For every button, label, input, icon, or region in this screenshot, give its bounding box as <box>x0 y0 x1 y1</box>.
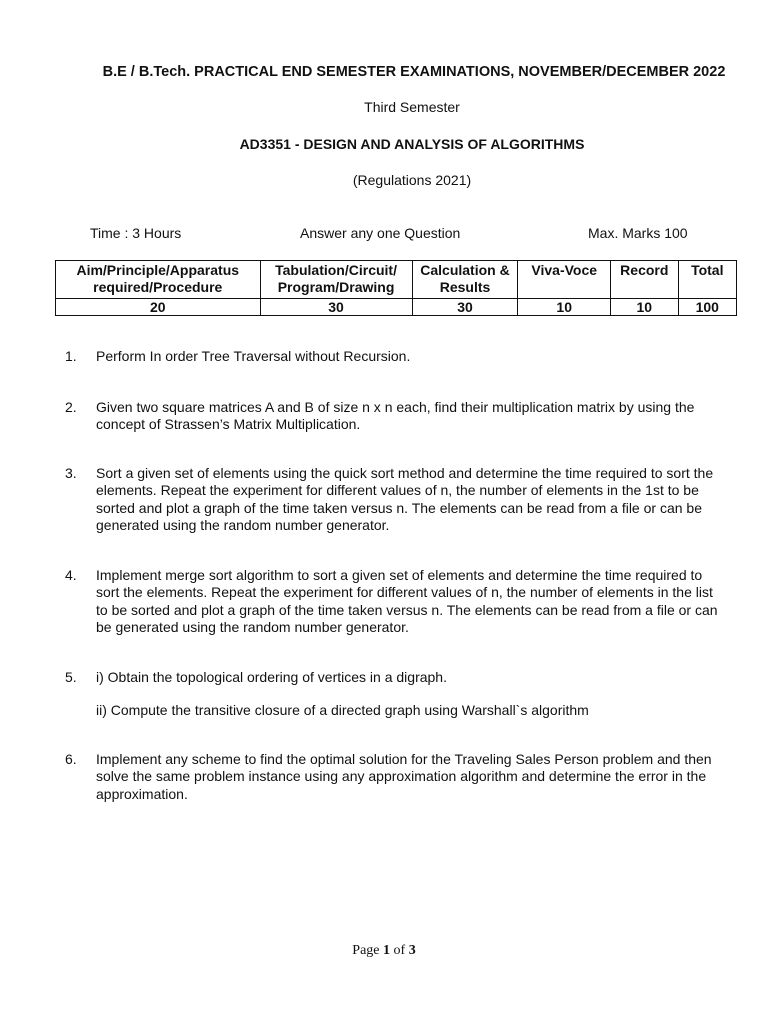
marks-value-aim: 20 <box>56 299 261 316</box>
time-info: Time : 3 Hours <box>90 225 182 241</box>
question-number: 1. <box>65 348 77 364</box>
max-marks-info: Max. Marks 100 <box>588 225 688 241</box>
question-number: 4. <box>65 567 77 583</box>
question-text: Given two square matrices A and B of size n x n each, find their multiplication matrix by using the concept of Strassen’s Matrix Multiplication. <box>96 399 695 433</box>
question-number: 3. <box>65 465 77 481</box>
of-label: of <box>393 943 406 958</box>
page-footer <box>0 943 768 959</box>
marks-header-total: Total <box>678 261 736 299</box>
marks-table <box>55 260 737 316</box>
page-current: 1 <box>383 943 391 958</box>
marks-value-viva: 10 <box>518 299 611 316</box>
page-label: Page <box>352 943 380 958</box>
marks-header-record: Record <box>611 261 678 299</box>
regulations-label: (Regulations 2021) <box>352 172 472 188</box>
instruction-info: Answer any one Question <box>300 225 461 241</box>
question-text: Implement merge sort algorithm to sort a given set of elements and determine the time required to sort the elements. Repeat the experiment for different values of n, the number of elements in the list to be sorted and plot a graph of the time taken versus n. The elements can be read from a file or can be generated using the random number generator. <box>96 567 718 636</box>
semester-label: Third Semester <box>364 99 460 115</box>
marks-value-record: 10 <box>611 299 678 316</box>
question-part-ii: ii) Compute the transitive closure of a directed graph using Warshall`s algorithm <box>96 702 589 719</box>
marks-table-header-row <box>56 261 737 299</box>
exam-title: B.E / B.Tech. PRACTICAL END SEMESTER EXAMINATIONS, NOVEMBER/DECEMBER 2022 <box>102 64 726 80</box>
marks-header-aim: Aim/Principle/Apparatus required/Procedure <box>56 261 261 299</box>
question-number: 2. <box>65 399 77 415</box>
question-number: 5. <box>65 669 77 685</box>
marks-header-calculation: Calculation & Results <box>412 261 518 299</box>
course-title: AD3351 - DESIGN AND ANALYSIS OF ALGORITHMS <box>239 136 585 152</box>
page-total: 3 <box>408 943 416 958</box>
marks-value-total: 100 <box>678 299 736 316</box>
question-text: Implement any scheme to find the optimal solution for the Traveling Sales Person problem and then solve the same problem instance using any approximation algorithm and determine the error in the approximation. <box>96 751 712 802</box>
question-text: Sort a given set of elements using the quick sort method and determine the time required to sort the elements. Repeat the experiment for different values of n, the number of elements in the 1st to be sorted and plot a graph of the time taken versus n. The elements can be read from a file or can be generated using the random number generator. <box>96 465 714 534</box>
marks-table-value-row <box>56 299 737 316</box>
marks-header-tabulation: Tabulation/Circuit/ Program/Drawing <box>260 261 412 299</box>
marks-value-calculation: 30 <box>412 299 518 316</box>
marks-value-tabulation: 30 <box>260 299 412 316</box>
marks-header-viva: Viva-Voce <box>518 261 611 299</box>
question-text: Perform In order Tree Traversal without Recursion. <box>96 348 411 364</box>
question-part-i: i) Obtain the topological ordering of vertices in a digraph. <box>96 669 447 685</box>
question-text <box>96 669 726 736</box>
question-number: 6. <box>65 751 77 767</box>
